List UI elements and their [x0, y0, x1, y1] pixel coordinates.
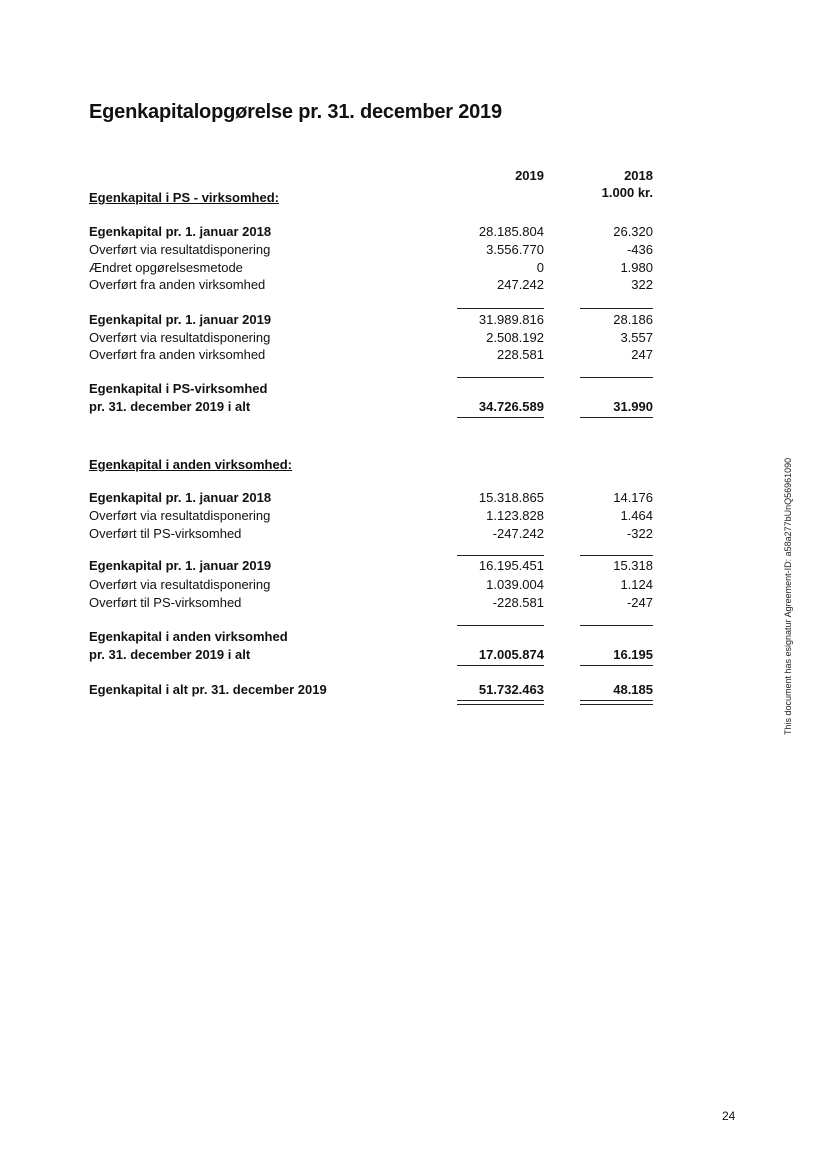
rule-line: [580, 377, 653, 378]
row-label: Overført til PS-virksomhed: [89, 526, 242, 541]
value-2019: 1.123.828: [486, 508, 544, 523]
rule-line: [580, 308, 653, 309]
rule-line: [580, 555, 653, 556]
value-2019: 228.581: [497, 347, 544, 362]
value-2019: -228.581: [492, 595, 544, 610]
value-2018: 247: [631, 347, 653, 362]
value-2018: 28.186: [613, 312, 653, 327]
row-label: Overført via resultatdisponering: [89, 330, 271, 345]
value-2018: 15.318: [613, 558, 653, 573]
value-2019: -247.242: [492, 526, 544, 541]
value-2019: 2.508.192: [486, 330, 544, 345]
rule-line: [580, 417, 653, 418]
esignature-note: This document has esignatur Agreement-ID: a58a277bUnQ56961090: [783, 457, 793, 735]
row-label: Ændret opgørelsesmetode: [89, 260, 243, 275]
row-label: Overført via resultatdisponering: [89, 508, 271, 523]
rule-line: [457, 555, 544, 556]
rule-line: [457, 308, 544, 309]
rule-line: [580, 704, 653, 705]
row-label: Egenkapital pr. 1. januar 2018: [89, 490, 272, 505]
rule-line: [457, 700, 544, 701]
value-2018: 1.980: [620, 260, 653, 275]
value-2019: 0: [536, 260, 544, 275]
total-2018: 31.990: [613, 399, 653, 414]
rule-line: [580, 625, 653, 626]
value-2018: -247: [626, 595, 653, 610]
row-label: Overført via resultatdisponering: [89, 242, 271, 257]
value-2018: 322: [631, 277, 653, 292]
column-unit: 1.000 kr.: [601, 185, 653, 200]
row-label: Egenkapital pr. 1. januar 2018: [89, 224, 272, 239]
total-2018: 16.195: [613, 647, 653, 662]
rule-line: [457, 417, 544, 418]
value-2019: 16.195.451: [478, 558, 544, 573]
value-2018: 26.320: [613, 224, 653, 239]
value-2019: 31.989.816: [478, 312, 544, 327]
row-label: Overført til PS-virksomhed: [89, 595, 242, 610]
rule-line: [457, 377, 544, 378]
total-label: Egenkapital i anden virksomhed: [89, 629, 288, 644]
grand-total-label: Egenkapital i alt pr. 31. december 2019: [89, 682, 327, 697]
page-number: 24: [722, 1109, 736, 1123]
value-2018: 1.124: [620, 577, 653, 592]
grand-total-2018: 48.185: [613, 682, 653, 697]
row-label: Overført via resultatdisponering: [89, 577, 271, 592]
rule-line: [580, 700, 653, 701]
section-heading: Egenkapital i anden virksomhed:: [89, 457, 292, 472]
total-label: Egenkapital i PS-virksomhed: [89, 381, 268, 396]
rule-line: [457, 665, 544, 666]
section-heading: Egenkapital i PS - virksomhed:: [89, 190, 279, 205]
value-2019: 3.556.770: [486, 242, 544, 257]
total-label: pr. 31. december 2019 i alt: [89, 647, 251, 662]
value-2018: -322: [626, 526, 653, 541]
value-2019: 1.039.004: [486, 577, 544, 592]
page-title: Egenkapitalopgørelse pr. 31. december 2019: [89, 101, 502, 123]
value-2018: 14.176: [613, 490, 653, 505]
total-2019: 17.005.874: [478, 647, 544, 662]
value-2018: 3.557: [620, 330, 653, 345]
value-2019: 28.185.804: [478, 224, 544, 239]
rule-line: [457, 704, 544, 705]
rule-line: [457, 625, 544, 626]
value-2018: 1.464: [620, 508, 653, 523]
row-label: Overført fra anden virksomhed: [89, 347, 266, 362]
total-2019: 34.726.589: [478, 399, 544, 414]
grand-total-2019: 51.732.463: [478, 682, 544, 697]
row-label: Egenkapital pr. 1. januar 2019: [89, 312, 272, 327]
rule-line: [580, 665, 653, 666]
row-label: Egenkapital pr. 1. januar 2019: [89, 558, 272, 573]
row-label: Overført fra anden virksomhed: [89, 277, 266, 292]
column-header-2019: 2019: [515, 168, 544, 183]
total-label: pr. 31. december 2019 i alt: [89, 399, 251, 414]
value-2019: 15.318.865: [478, 490, 544, 505]
value-2019: 247.242: [497, 277, 544, 292]
column-header-2018: 2018: [624, 168, 653, 183]
value-2018: -436: [626, 242, 653, 257]
